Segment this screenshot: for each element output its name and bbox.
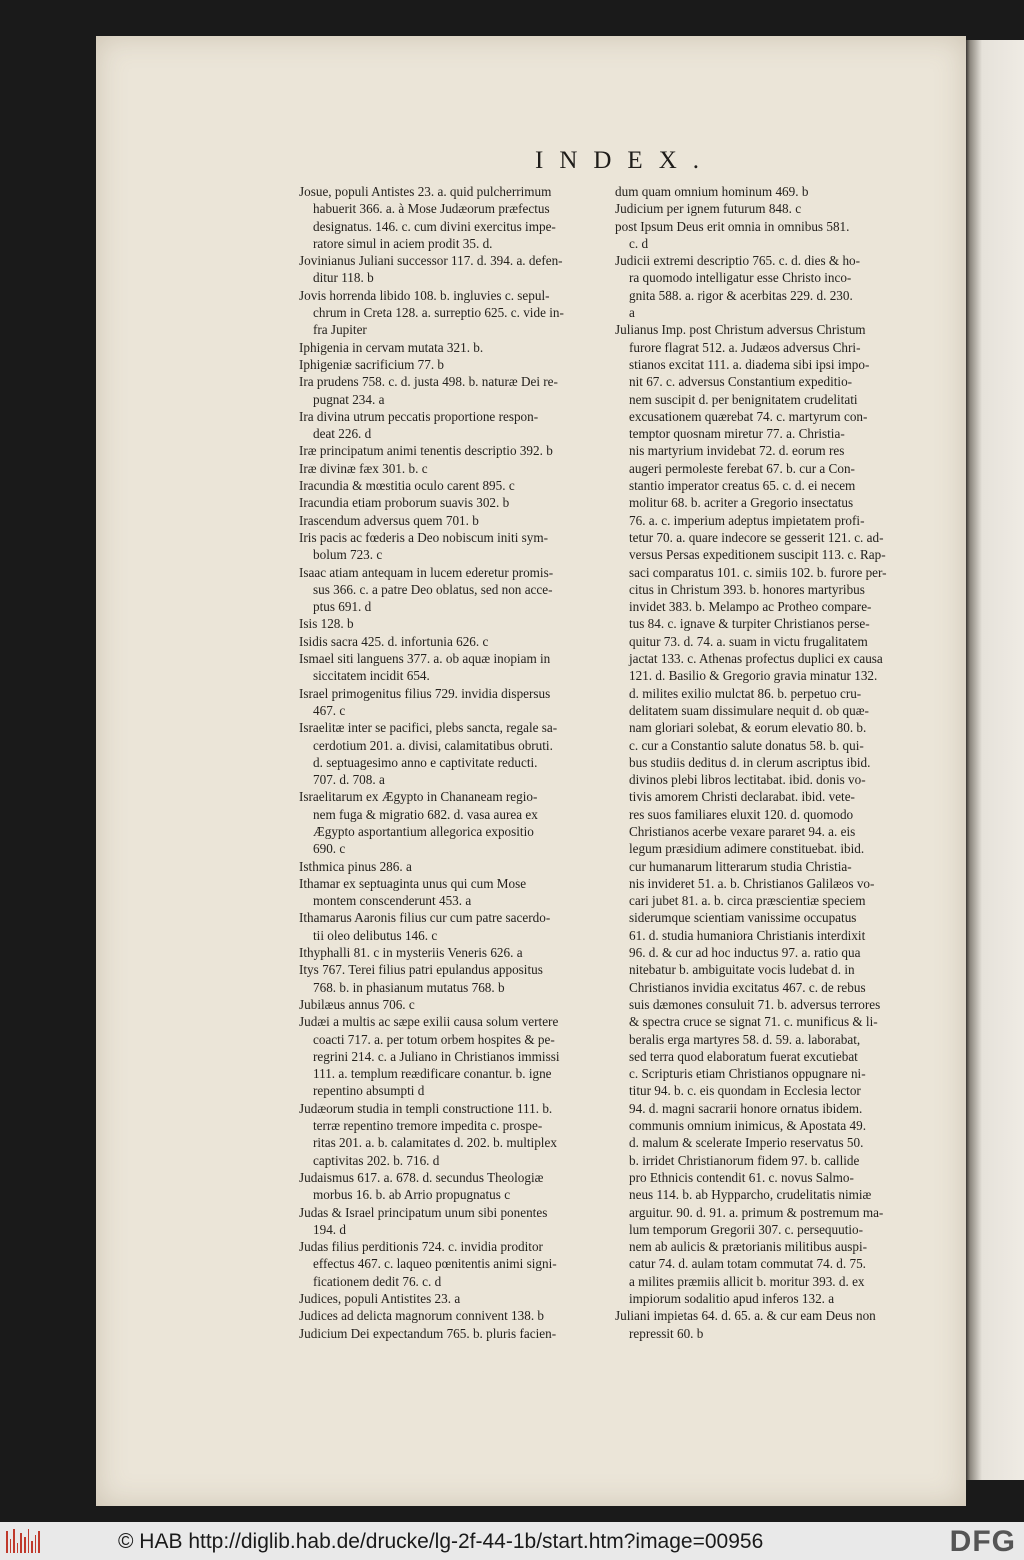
index-line: 707. d. 708. a <box>313 772 385 788</box>
index-entry <box>299 252 599 287</box>
index-entry <box>299 408 599 443</box>
index-line: Iris pacis ac fœderis a Deo nobiscum initi sym- <box>299 529 549 545</box>
index-entry <box>299 1238 599 1290</box>
index-line: nam gloriari solebat, & eorum elevatio 80. b. <box>629 720 867 736</box>
index-line: bolum 723. c <box>313 547 383 563</box>
index-entry <box>299 494 599 511</box>
index-line: effectus 467. c. laqueo pœnitentis animi signi- <box>313 1256 557 1272</box>
index-line: tii oleo delibutus 146. c <box>313 927 438 943</box>
index-line: catur 74. d. aulam totam commutat 74. d. 75. <box>629 1256 866 1272</box>
index-line: gnita 588. a. rigor & acerbitas 229. d. 230. <box>629 287 853 303</box>
index-entry <box>615 252 920 321</box>
index-line: montem conscenderunt 453. a <box>313 893 472 909</box>
index-line: legum præsidium adimere constituebat. ibid. <box>629 841 865 857</box>
index-line: Ithyphalli 81. c in mysteriis Veneris 626. a <box>299 945 523 961</box>
index-line: lum temporum Gregorii 307. c. persequutio- <box>629 1221 864 1237</box>
index-line: Jovinianus Juliani successor 117. d. 394. a. defen- <box>299 253 563 269</box>
index-line: 111. a. templum reædificare conantur. b. igne <box>313 1066 552 1082</box>
index-entry <box>299 961 599 996</box>
index-line: morbus 16. b. ab Arrio propugnatus c <box>313 1187 511 1203</box>
index-entry <box>299 719 599 788</box>
index-line: impiorum sodalitio apud inferos 132. a <box>629 1291 835 1306</box>
index-entry <box>615 1307 920 1342</box>
index-line: 768. b. in phasianum mutatus 768. b <box>313 979 505 995</box>
index-entry <box>299 944 599 961</box>
index-entry <box>299 442 599 459</box>
index-line: Israel primogenitus filius 729. invidia dispersus <box>299 685 551 701</box>
index-line: neus 114. b. ab Hypparcho, crudelitatis nimiæ <box>629 1187 872 1203</box>
index-line: Jubilæus annus 706. c <box>299 996 415 1012</box>
index-line: Ira divina utrum peccatis proportione respon- <box>299 408 539 424</box>
index-line: Judæi a multis ac sæpe exilii causa solum vertere <box>299 1014 559 1030</box>
index-entry <box>299 1169 599 1204</box>
index-line: regrini 214. c. a Juliano in Christianos immissi <box>313 1048 560 1064</box>
index-entry <box>299 512 599 529</box>
index-entry <box>299 1325 599 1342</box>
index-line: ptus 691. d <box>313 599 372 615</box>
index-line: bus studiis deditus d. in clerum ascriptus ibid. <box>629 754 871 770</box>
dfg-logo: DFG <box>949 1525 1016 1558</box>
index-line: Julianus Imp. post Christum adversus Christum <box>615 322 866 338</box>
index-line: 94. d. magni sacrarii honore ornatus ibidem. <box>629 1100 863 1116</box>
index-entry <box>299 858 599 875</box>
index-line: Isis 128. b <box>299 616 354 632</box>
index-line: Isidis sacra 425. d. infortunia 626. c <box>299 633 489 649</box>
index-line: Iræ divinæ fæx 301. b. c <box>299 460 428 476</box>
index-line: suis dæmones consuluit 71. b. adversus terrores <box>629 996 881 1012</box>
index-line: molitur 68. b. acriter a Gregorio insectatus <box>629 495 854 511</box>
index-entry <box>299 1307 599 1324</box>
index-line: deat 226. d <box>313 426 372 442</box>
index-line: communis omnium inimicus, & Apostata 49. <box>629 1118 867 1134</box>
index-line: ra quomodo intelligatur esse Christo inco- <box>629 270 852 286</box>
index-line: Christianos acerbe vexare pararet 94. a. eis <box>629 823 856 839</box>
next-page-edge <box>966 40 1024 1480</box>
index-line: Judæorum studia in templi constructione 111. b. <box>299 1100 553 1116</box>
index-line: cari jubet 81. a. b. circa præscientiæ speciem <box>629 893 866 909</box>
index-line: d. malum & scelerate Imperio reservatus 50. <box>629 1135 864 1151</box>
index-line: repressit 60. b <box>629 1325 704 1341</box>
index-line: augeri permoleste ferebat 67. b. cur a Con- <box>629 460 855 476</box>
index-line: post Ipsum Deus erit omnia in omnibus 581. <box>615 218 850 234</box>
index-line: stianos excitat 111. a. diadema sibi ipsi impo- <box>629 356 870 372</box>
index-line: furore flagrat 512. a. Judæos adversus Chri- <box>629 339 861 355</box>
index-line: nis invideret 51. a. b. Christianos Galilæos vo- <box>629 875 875 891</box>
index-line: divinos plebi libros lectitabat. ibid. donis vo- <box>629 772 866 788</box>
index-line: nit 67. c. adversus Constantium expeditio- <box>629 374 853 390</box>
index-line: nem ab aulicis & prætorianis militibus auspi- <box>629 1239 868 1255</box>
index-line: Ira prudens 758. c. d. justa 498. b. naturæ Dei re- <box>299 374 558 390</box>
index-line: Iræ principatum animi tenentis descriptio 392. b <box>299 443 553 459</box>
index-column-left <box>299 183 599 1342</box>
index-line: Irascendum adversus quem 701. b <box>299 512 479 528</box>
index-line: ficationem dedit 76. c. d <box>313 1273 442 1289</box>
index-line: Judices ad delicta magnorum connivent 138. b <box>299 1308 545 1324</box>
index-line: terræ repentino tremore impedita c. prospe- <box>313 1118 543 1134</box>
index-line: Judicii extremi descriptio 765. c. d. dies & ho- <box>615 253 861 269</box>
index-line: excusationem quærebat 74. c. martyrum con- <box>629 408 868 424</box>
index-line: repentino absumpti d <box>313 1083 425 1099</box>
index-entry <box>615 183 920 200</box>
index-line: nitebatur b. ambiguitate vocis ludebat d. in <box>629 962 855 978</box>
index-line: saci comparatus 101. c. simiis 102. b. furore per- <box>629 564 887 580</box>
index-line: coacti 717. a. per totum orbem hospites & pe- <box>313 1031 555 1047</box>
index-line: arguitur. 90. d. 91. a. primum & postremum ma- <box>629 1204 884 1220</box>
index-entry <box>299 477 599 494</box>
index-line: Itys 767. Terei filius patri epulandus appositus <box>299 962 543 978</box>
index-entry <box>299 909 599 944</box>
index-line: temptor quosnam miretur 77. a. Christia- <box>629 426 845 442</box>
index-entry <box>299 287 599 339</box>
index-line: Iracundia & mœstitia oculo carent 895. c <box>299 478 515 494</box>
index-line: Isthmica pinus 286. a <box>299 858 412 874</box>
index-entry <box>299 529 599 564</box>
index-line: c. cur a Constantio salute donatus 58. b. qui- <box>629 737 864 753</box>
index-entry <box>299 615 599 632</box>
index-line: ritas 201. a. b. calamitates d. 202. b. multiplex <box>313 1135 557 1151</box>
index-line: nis martyrium invidebat 72. d. eorum res <box>629 443 845 459</box>
index-line: Judices, populi Antistites 23. a <box>299 1291 461 1306</box>
index-line: dum quam omnium hominum 469. b <box>615 184 809 199</box>
index-entry <box>299 1204 599 1239</box>
index-line: nem suscipit d. per benignitatem crudelitati <box>629 391 858 407</box>
index-entry <box>299 788 599 857</box>
index-line: Judicium Dei expectandum 765. b. pluris facien- <box>299 1325 557 1341</box>
index-line: cerdotium 201. a. divisi, calamitatibus obruti. <box>313 737 553 753</box>
index-line: Ægypto asportantium allegorica expositio <box>313 823 534 839</box>
index-line: 76. a. c. imperium adeptus impietatem profi- <box>629 512 865 528</box>
index-entry <box>299 460 599 477</box>
index-entry <box>299 339 599 356</box>
index-line: Judas filius perditionis 724. c. invidia proditor <box>299 1239 543 1255</box>
index-line: Iracundia etiam proborum suavis 302. b <box>299 495 510 511</box>
hab-logo-icon <box>6 1529 40 1553</box>
index-line: titur 94. b. c. eis quondam in Ecclesia lector <box>629 1083 861 1099</box>
copyright-url[interactable]: © HAB http://diglib.hab.de/drucke/lg-2f-44-1b/start.htm?image=00956 <box>118 1530 764 1553</box>
index-column-right <box>615 183 920 1342</box>
index-line: Ithamarus Aaronis filius cur cum patre sacerdo- <box>299 910 551 926</box>
index-line: 61. d. studia humaniora Christianis interdixit <box>629 927 866 943</box>
index-line: tivis amorem Christi declarabat. ibid. vete- <box>629 789 855 805</box>
index-entry <box>299 183 599 252</box>
index-line: b. irridet Christianorum fidem 97. b. callide <box>629 1152 860 1168</box>
index-line: Christianos invidia excitatus 467. c. de rebus <box>629 979 866 995</box>
index-line: Ithamar ex septuaginta unus qui cum Mose <box>299 875 527 891</box>
index-line: sed terra quod elaboratum fuerat excutiebat <box>629 1048 858 1064</box>
index-line: jactat 133. c. Athenas profectus duplici ex causa <box>629 651 883 667</box>
index-line: ratore simul in aciem prodit 35. d. <box>313 235 493 251</box>
index-line: Jovis horrenda libido 108. b. ingluvies c. sepul- <box>299 287 550 303</box>
page-header: INDEX. <box>535 147 716 174</box>
index-line: sus 366. c. a patre Deo oblatus, sed non acce- <box>313 581 553 597</box>
index-line: Iphigeniæ sacrificium 77. b <box>299 356 445 372</box>
index-line: Isaac atiam antequam in lucem ederetur promis- <box>299 564 554 580</box>
index-entry <box>299 1013 599 1099</box>
index-line: Judas & Israel principatum unum sibi ponentes <box>299 1204 548 1220</box>
index-entry <box>299 564 599 616</box>
index-line: 194. d <box>313 1221 346 1237</box>
index-entry <box>299 685 599 720</box>
index-line: siderumque scientiam vanissime occupatus <box>629 910 857 926</box>
index-entry <box>299 996 599 1013</box>
index-line: 96. d. & cur ad hoc inductus 97. a. ratio qua <box>629 945 861 961</box>
index-entry <box>615 321 920 1307</box>
index-line: citus in Christum 393. b. honores martyribus <box>629 581 865 597</box>
index-line: designatus. 146. c. cum divini exercitus impe- <box>313 218 556 234</box>
index-entry <box>615 200 920 217</box>
index-line: d. septuagesimo anno e captivitate reducti. <box>313 754 538 770</box>
index-line: invidet 383. b. Melampo ac Protheo compare- <box>629 599 872 615</box>
index-line: stantio imperator creatus 65. c. d. ei necem <box>629 478 856 494</box>
index-line: pro Ethnicis contendit 61. c. novus Salmo- <box>629 1169 854 1185</box>
index-entry <box>299 875 599 910</box>
index-line: 121. d. Basilio & Gregorio gravia minatur 132. <box>629 668 878 684</box>
index-line: fra Jupiter <box>313 322 367 338</box>
index-entry <box>299 633 599 650</box>
index-line: tetur 70. a. quare indecore se gesserit 121. c. ad- <box>629 529 884 545</box>
index-line: siccitatem incidit 654. <box>313 668 430 684</box>
index-line: res suos familiares eluxit 120. d. quomodo <box>629 806 854 822</box>
index-line: 690. c <box>313 841 346 857</box>
index-line: tus 84. c. ignave & turpiter Christianos perse- <box>629 616 870 632</box>
index-entry <box>299 650 599 685</box>
index-line: captivitas 202. b. 716. d <box>313 1152 440 1168</box>
index-line: Josue, populi Antistes 23. a. quid pulcherrimum <box>299 184 552 199</box>
footer-bar <box>0 1522 1024 1560</box>
index-entry <box>299 373 599 408</box>
index-entry <box>615 218 920 253</box>
index-line: chrum in Creta 128. a. surreptio 625. c. vide in- <box>313 305 564 321</box>
index-entry <box>299 1100 599 1169</box>
index-line: 467. c <box>313 702 346 718</box>
index-line: a <box>629 305 635 321</box>
index-line: cur humanarum litterarum studia Christia- <box>629 858 852 874</box>
index-line: ditur 118. b <box>313 270 374 286</box>
index-line: Ismael siti languens 377. a. ob aquæ inopiam in <box>299 651 551 667</box>
index-line: pugnat 234. a <box>313 391 385 407</box>
index-line: Iphigenia in cervam mutata 321. b. <box>299 339 484 355</box>
index-line: & spectra cruce se signat 71. c. munificus & li- <box>629 1014 878 1030</box>
index-line: nem fuga & migratio 682. d. vasa aurea ex <box>313 806 538 822</box>
index-line: Juliani impietas 64. d. 65. a. & cur eam Deus non <box>615 1308 876 1324</box>
index-entry <box>299 356 599 373</box>
index-entry <box>299 1290 599 1307</box>
index-line: delitatem suam dissimulare nequit d. ob quæ- <box>629 702 869 718</box>
index-line: beralis erga martyres 58. d. 59. a. laborabat, <box>629 1031 861 1047</box>
index-line: quitur 73. d. 74. a. suam in victu frugalitatem <box>629 633 868 649</box>
index-line: Judaismus 617. a. 678. d. secundus Theologiæ <box>299 1169 544 1185</box>
index-line: Israelitarum ex Ægypto in Chananeam regio- <box>299 789 538 805</box>
index-line: Israelitæ inter se pacifici, plebs sancta, regale sa- <box>299 720 558 736</box>
index-line: habuerit 366. a. à Mose Judæorum præfectus <box>313 201 550 217</box>
index-line: Judicium per ignem futurum 848. c <box>615 201 802 217</box>
index-line: a milites præmiis allicit b. moritur 393. d. ex <box>629 1273 865 1289</box>
index-line: c. Scripturis etiam Christianos oppugnare ni- <box>629 1066 866 1082</box>
index-line: versus Persas expeditionem suscipit 113. c. Rap- <box>629 547 886 563</box>
index-line: d. milites exilio mulctat 86. b. perpetuo cru- <box>629 685 862 701</box>
index-line: c. d <box>629 235 649 251</box>
